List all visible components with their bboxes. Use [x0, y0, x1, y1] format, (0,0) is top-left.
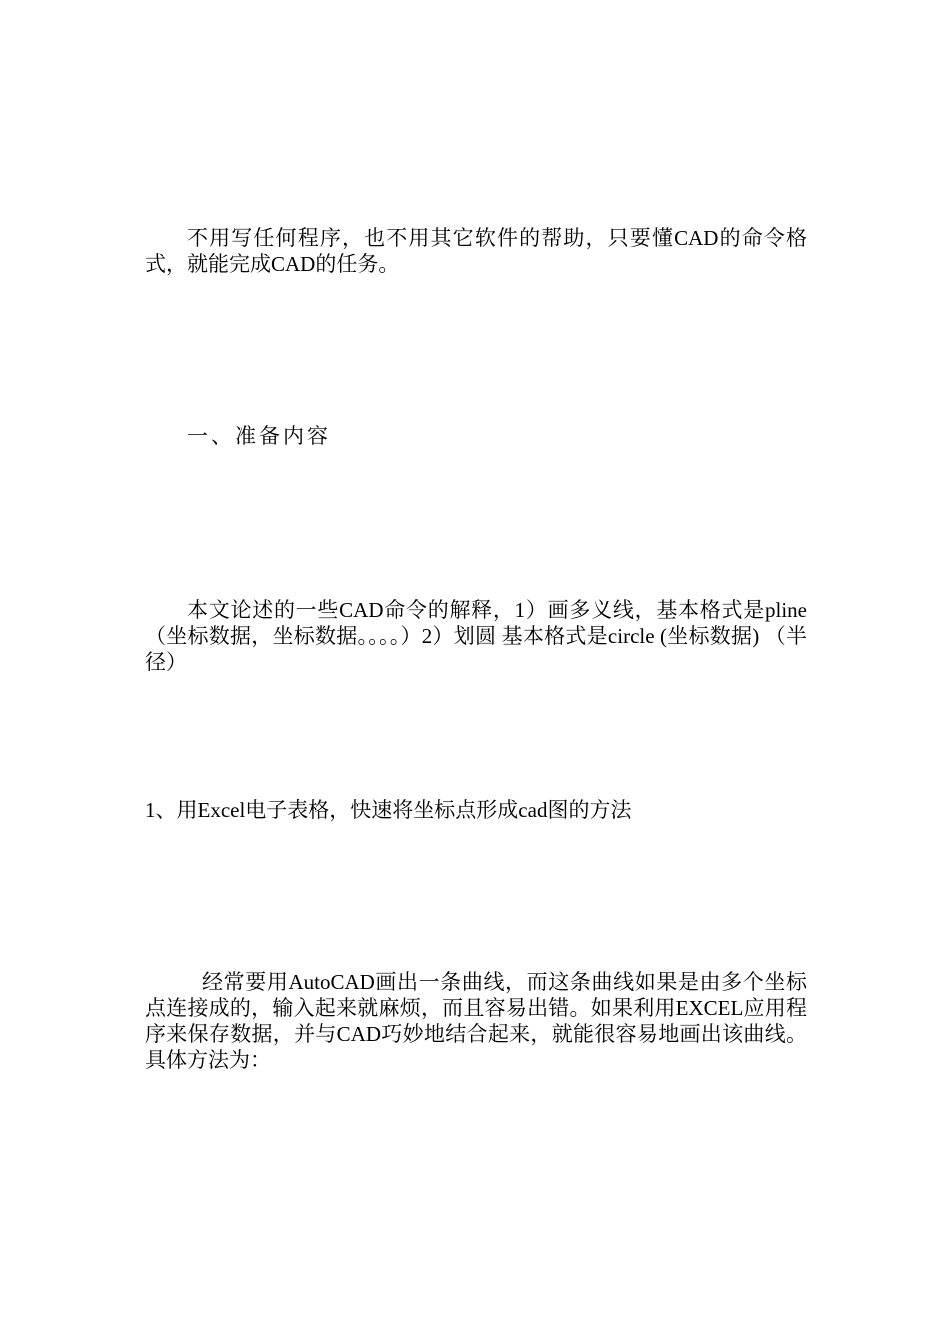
intro-paragraph: 不用写任何程序，也不用其它软件的帮助，只要懂CAD的命令格式，就能完成CAD的任务。: [145, 226, 807, 276]
excel-method-heading: 1、用Excel电子表格，快速将坐标点形成cad图的方法: [145, 798, 632, 822]
cad-commands-paragraph: 本文论述的一些CAD命令的解释，1）画多义线，基本格式是pline（坐标数据，坐标数据。。。。）2）划圆 基本格式是circle (坐标数据) （半径）: [145, 598, 807, 674]
curve-method-paragraph: 经常要用AutoCAD画出一条曲线，而这条曲线如果是由多个坐标点连接成的，输入起来就麻烦，而且容易出错。如果利用EXCEL应用程序来保存数据，并与CAD巧妙地结合起来，就能很容易地画出该曲线。具体方法为：: [145, 970, 807, 1072]
section-heading-preparation: 一、准备内容: [187, 424, 331, 448]
